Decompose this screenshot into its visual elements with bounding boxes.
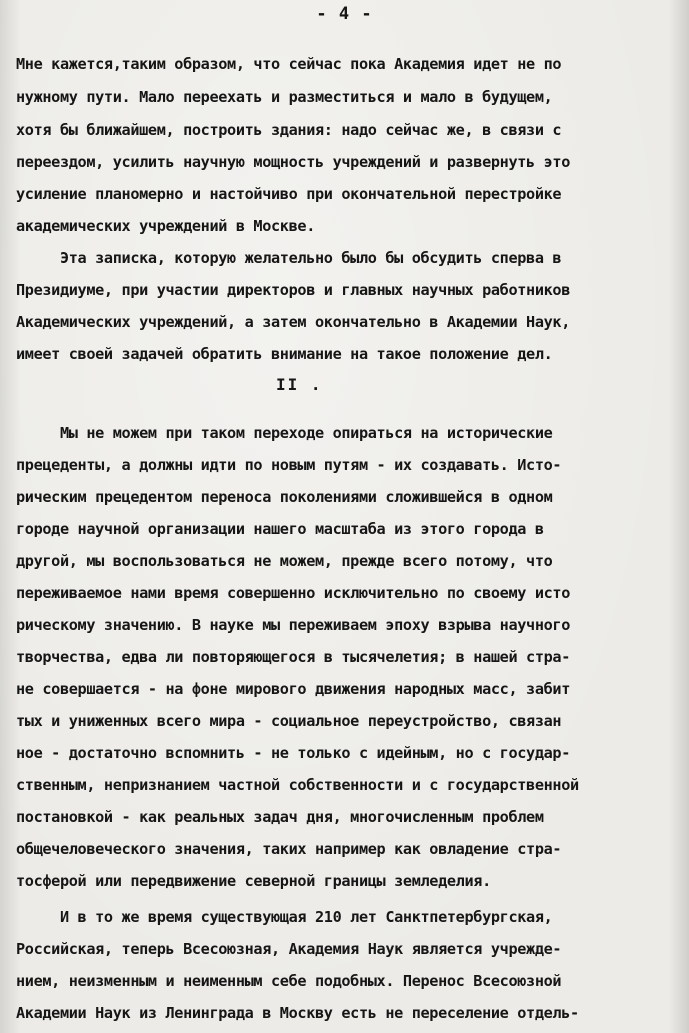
text-line: рическому значению. В науке мы переживаем эпоху взрыва научного: [16, 616, 571, 634]
text-line: Эта записка, которую желательно было бы обсудить сперва в: [16, 249, 562, 267]
text-line: переездом, усилить научную мощность учреждений и развернуть это: [16, 153, 571, 171]
text-line: тых и униженных всего мира - социальное переустройство, связан: [16, 712, 562, 730]
text-line: переживаемое нами время совершенно исключительно по своему исто: [16, 584, 571, 602]
text-line: академических учреждений в Москве.: [16, 217, 315, 235]
text-line: Российская, теперь Всесоюзная, Академия Наук является учрежде-: [16, 940, 562, 958]
page-number: - 4 -: [316, 4, 373, 24]
text-line: ное - достаточно вспомнить - не только с идейным, но с государ-: [16, 744, 571, 762]
text-line: И в то же время существующая 210 лет Санктпетербургская,: [16, 908, 553, 926]
text-line: городе научной организации нашего масштаба из этого города в: [16, 520, 544, 538]
text-line: другой, мы воспользоваться не можем, прежде всего потому, что: [16, 552, 553, 570]
section-heading: II .: [276, 375, 323, 394]
text-line: Мы не можем при таком переходе опираться на исторические: [16, 424, 553, 442]
text-line: прецеденты, а должны идти по новым путям - их создавать. Исто-: [16, 456, 562, 474]
text-line: ственным, непризнанием частной собственности и с государственной: [16, 776, 579, 794]
text-line: творчества, едва ли повторяющегося в тысячелетия; в нашей стра-: [16, 648, 571, 666]
text-line: нужному пути. Мало переехать и разместиться и мало в будущем,: [16, 88, 553, 106]
text-line: нием, неизменным и неименным себе подобных. Перенос Всесоюзной: [16, 972, 562, 990]
text-line: имеет своей задачей обратить внимание на такое положение дел.: [16, 345, 553, 363]
text-line: не совершается - на фоне мирового движения народных масс, забит: [16, 680, 571, 698]
text-line: Академических учреждений, а затем окончательно в Академии Наук,: [16, 313, 571, 331]
text-line: рическим прецедентом переноса поколениями сложившейся в одном: [16, 488, 553, 506]
text-line: тосферой или передвижение северной границы земледелия.: [16, 872, 491, 890]
text-line: Мне кажется,таким образом, что сейчас пока Академия идет не по: [16, 55, 562, 73]
text-line: хотя бы ближайшем, построить здания: надо сейчас же, в связи с: [16, 121, 562, 139]
text-line: постановкой - как реальных задач дня, многочисленным проблем: [16, 808, 544, 826]
text-line: общечеловеческого значения, таких например как овладение стра-: [16, 840, 562, 858]
text-line: Президиуме, при участии директоров и главных научных работников: [16, 281, 571, 299]
text-line: Академии Наук из Ленинграда в Москву есть не переселение отдель-: [16, 1004, 579, 1022]
text-line: усиление планомерно и настойчиво при окончательной перестройке: [16, 185, 562, 203]
